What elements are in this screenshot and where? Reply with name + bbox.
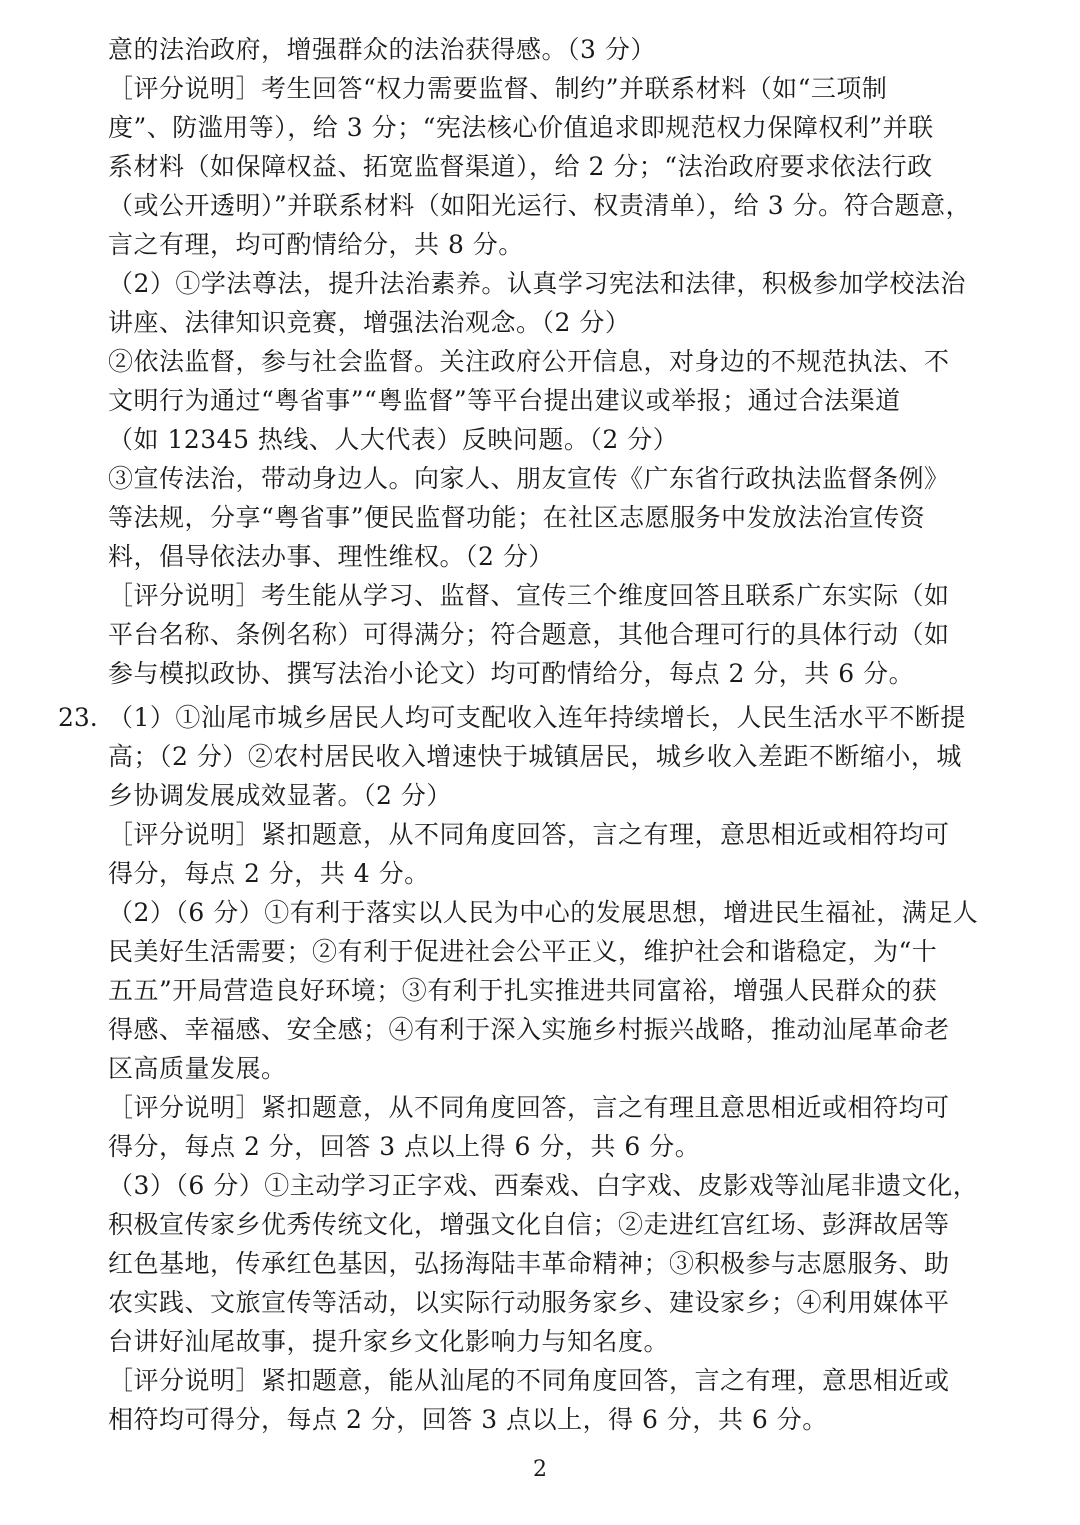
- text-line: 言之有理，均可酌情给分，共 8 分。: [108, 230, 524, 259]
- text-line: 得分，每点 2 分，共 4 分。: [108, 859, 430, 888]
- text-line: 料，倡导依法办事、理性维权。（2 分）: [108, 542, 554, 571]
- text-line: （或公开透明）”并联系材料（如阳光运行、权责清单），给 3 分。符合题意，: [108, 191, 972, 220]
- text-line: 文明行为通过“粤省事”“粤监督”等平台提出建议或举报；通过合法渠道: [108, 386, 901, 415]
- text-line: 度”、防滥用等），给 3 分；“宪法核心价值追求即规范权力保障权利”并联: [108, 113, 934, 142]
- text-line: ［评分说明］紧扣题意，从不同角度回答，言之有理且意思相近或相符均可: [108, 1093, 950, 1122]
- text-line: （2）①学法尊法，提升法治素养。认真学习宪法和法律，积极参加学校法治: [108, 269, 966, 298]
- text-line: 乡协调发展成效显著。（2 分）: [108, 781, 452, 810]
- text-line: 区高质量发展。: [108, 1054, 287, 1083]
- text-line: 意的法治政府，增强群众的法治获得感。（3 分）: [108, 35, 656, 64]
- text-line: 参与模拟政协、撰写法治小论文）均可酌情给分，每点 2 分，共 6 分。: [108, 659, 915, 688]
- text-line: 得分，每点 2 分，回答 3 点以上得 6 分，共 6 分。: [108, 1132, 701, 1161]
- text-line: 得感、幸福感、安全感；④有利于深入实施乡村振兴战略，推动汕尾革命老: [108, 1015, 950, 1044]
- text-line: 相符均可得分，每点 2 分，回答 3 点以上，得 6 分，共 6 分。: [108, 1405, 828, 1434]
- text-line: ［评分说明］考生回答“权力需要监督、制约”并联系材料（如“三项制: [108, 74, 888, 103]
- text-line: ③宣传法治，带动身边人。向家人、朋友宣传《广东省行政执法监督条例》: [108, 464, 950, 493]
- page-number: 2: [533, 1457, 547, 1482]
- text-line: （如 12345 热线、人大代表）反映问题。（2 分）: [108, 425, 679, 454]
- text-line: 平台名称、条例名称）可得满分；符合题意，其他合理可行的具体行动（如: [108, 620, 950, 649]
- text-line: 民美好生活需要；②有利于促进社会公平正义，维护社会和谐稳定，为“十: [108, 937, 938, 966]
- text-line: 等法规，分享“粤省事”便民监督功能；在社区志愿服务中发放法治宣传资: [108, 503, 926, 532]
- text-line: 农实践、文旅宣传等活动，以实际行动服务家乡、建设家乡；④利用媒体平: [108, 1288, 950, 1317]
- text-line: 五五”开局营造良好环境；③有利于扎实推进共同富裕，增强人民群众的获: [108, 976, 938, 1005]
- text-line: ［评分说明］考生能从学习、监督、宣传三个维度回答且联系广东实际（如: [108, 581, 950, 610]
- text-line: 红色基地，传承红色基因，弘扬海陆丰革命精神；③积极参与志愿服务、助: [108, 1249, 950, 1278]
- text-line: （1）①汕尾市城乡居民人均可支配收入连年持续增长，人民生活水平不断提: [108, 703, 966, 732]
- text-line: ［评分说明］紧扣题意，能从汕尾的不同角度回答，言之有理，意思相近或: [108, 1366, 950, 1395]
- question-number: 23.: [58, 703, 98, 732]
- text-line: （3）（6 分）①主动学习正字戏、西秦戏、白字戏、皮影戏等汕尾非遗文化，: [108, 1171, 979, 1200]
- text-line: 系材料（如保障权益、拓宽监督渠道），给 2 分；“法治政府要求依法行政: [108, 152, 933, 181]
- text-line: 高；（2 分）②农村居民收入增速快于城镇居民，城乡收入差距不断缩小，城: [108, 742, 962, 771]
- text-line: 讲座、法律知识竞赛，增强法治观念。（2 分）: [108, 308, 631, 337]
- text-line: ［评分说明］紧扣题意，从不同角度回答，言之有理，意思相近或相符均可: [108, 820, 950, 849]
- text-line: 积极宣传家乡优秀传统文化，增强文化自信；②走进红宫红场、彭湃故居等: [108, 1210, 950, 1239]
- text-line: 台讲好汕尾故事，提升家乡文化影响力与知名度。: [108, 1327, 670, 1356]
- text-line: ②依法监督，参与社会监督。关注政府公开信息，对身边的不规范执法、不: [108, 347, 950, 376]
- text-line: （2）（6 分）①有利于落实以人民为中心的发展思想，增进民生福祉，满足人: [108, 898, 979, 927]
